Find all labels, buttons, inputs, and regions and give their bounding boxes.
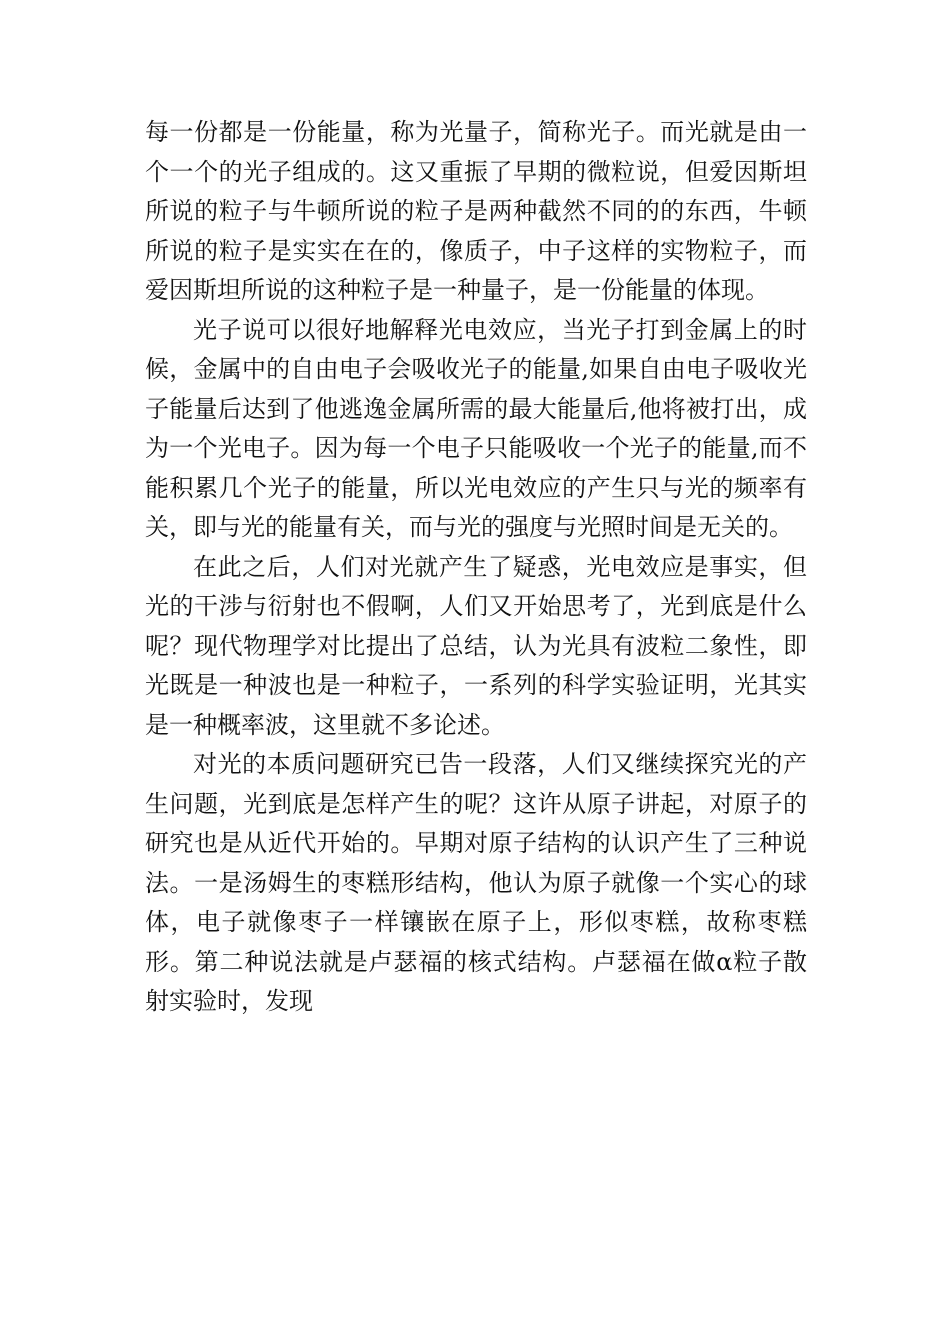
paragraph-1: 每一份都是一份能量，称为光量子，简称光子。而光就是由一个一个的光子组成的。这又重振了早期的微粒说，但爱因斯坦所说的粒子与牛顿所说的粒子是两种截然不同的的东西，牛顿所说的粒子是实实在在的，像质子，中子这样的实物粒子，而爱因斯坦所说的这种粒子是一种量子，是一份能量的体现。 xyxy=(145,118,807,304)
paragraph-4: 对光的本质问题研究已告一段落，人们又继续探究光的产生问题，光到底是怎样产生的呢？这许从原子讲起，对原子的研究也是从近代开始的。早期对原子结构的认识产生了三种说法。一是汤姆生的枣糕形结构，他认为原子就像一个实心的球体，电子就像枣子一样镶嵌在原子上，形似枣糕，故称枣糕形。第二种说法就是卢瑟福的核式结构。卢瑟福在做α粒子散射实验时，发现 xyxy=(145,750,807,1015)
paragraph-3: 在此之后，人们对光就产生了疑惑，光电效应是事实，但光的干涉与衍射也不假啊，人们又开始思考了，光到底是什么呢？现代物理学对比提出了总结，认为光具有波粒二象性，即光既是一种波也是一种粒子，一系列的科学实验证明，光其实是一种概率波，这里就不多论述。 xyxy=(145,552,807,739)
paragraph-2: 光子说可以很好地解释光电效应，当光子打到金属上的时候，金属中的自由电子会吸收光子的能量,如果自由电子吸收光子能量后达到了他逃逸金属所需的最大能量后,他将被打出，成为一个光电子。因为每一个电子只能吸收一个光子的能量,而不能积累几个光子的能量，所以光电效应的产生只与光的频率有关，即与光的能量有关，而与光的强度与光照时间是无关的。 xyxy=(145,315,807,541)
document-page xyxy=(145,113,807,1022)
